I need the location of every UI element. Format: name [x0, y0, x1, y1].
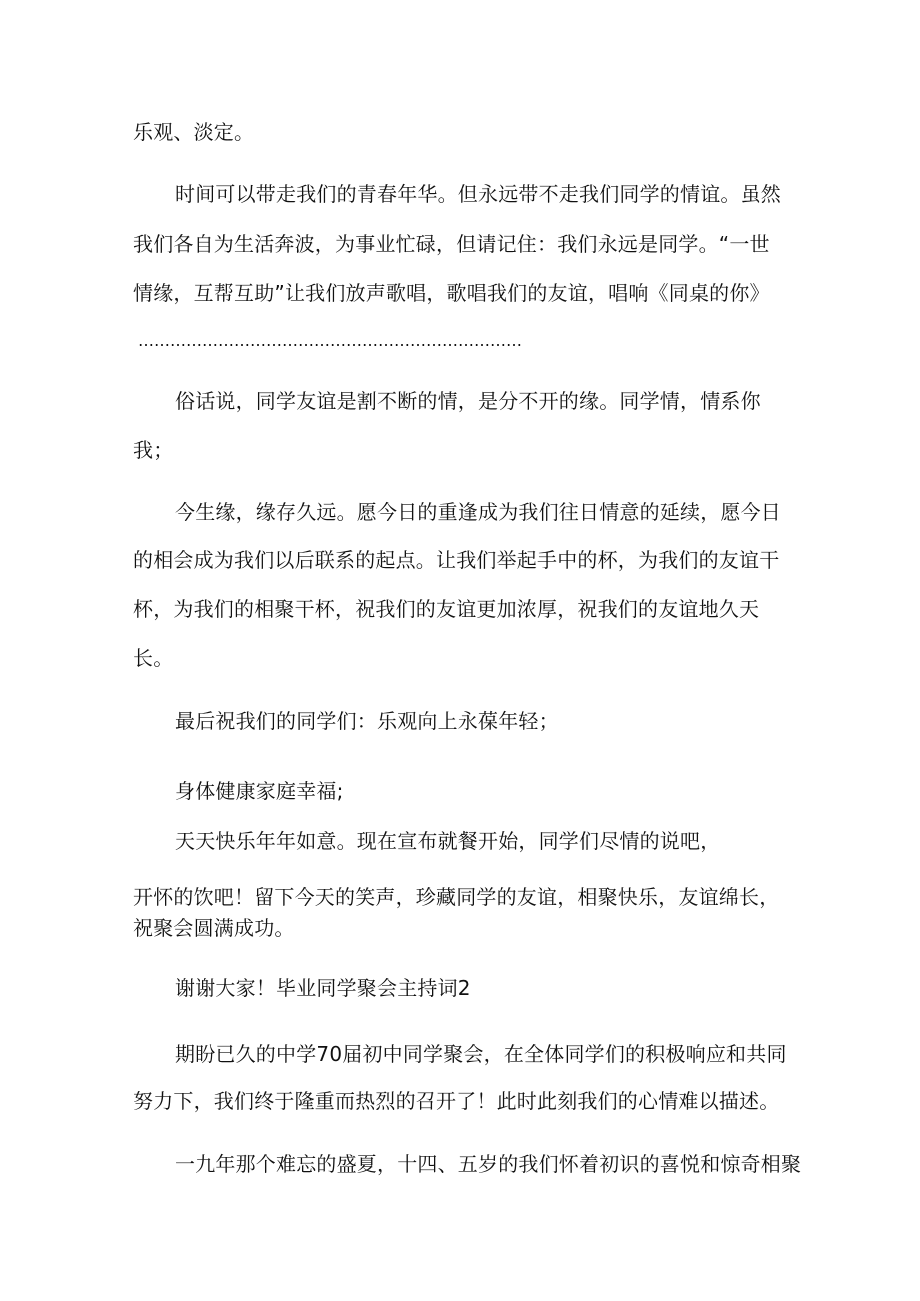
text-line: 情缘，互帮互助”让我们放声歌唱，歌唱我们的友谊，唱响《同桌的你》 [133, 281, 770, 305]
text-line: 杯，为我们的相聚干杯，祝我们的友谊更加浓厚，祝我们的友谊地久天 [133, 597, 760, 621]
text-line: 的相会成为我们以后联系的起点。让我们举起手中的杯，为我们的友谊干 [133, 548, 780, 572]
text-line: 今生缘，缘存久远。愿今日的重逢成为我们往日情意的延续，愿今日 [175, 500, 781, 524]
text-line: 乐观、淡定。 [133, 120, 255, 144]
dotted-leader-line: ……………………………………………………………… [138, 331, 522, 350]
text-line: 俗话说，同学友谊是割不断的情，是分不开的缘。同学情，情系你 [175, 389, 761, 413]
text-line: 天天快乐年年如意。现在宣布就餐开始，同学们尽情的说吧， [175, 829, 721, 853]
section-heading: 谢谢大家！毕业同学聚会主持词2 [175, 976, 471, 1000]
text-line: 长。 [133, 646, 174, 670]
text-line: 期盼已久的中学70届初中同学聚会，在全体同学们的积极响应和共同 [175, 1042, 787, 1066]
text-line: 祝聚会圆满成功。 [133, 916, 295, 940]
text-line: 身体健康家庭幸福; [175, 779, 344, 803]
text-line: 我们各自为生活奔波，为事业忙碌，但请记住：我们永远是同学。“一世 [133, 232, 770, 256]
text-line: 努力下，我们终于隆重而热烈的召开了！此时此刻我们的心情难以描述。 [133, 1089, 780, 1113]
text-line: 一九年那个难忘的盛夏，十四、五岁的我们怀着初识的喜悦和惊奇相聚 [175, 1152, 802, 1176]
text-line: 我； [133, 438, 174, 462]
text-line: 最后祝我们的同学们：乐观向上永葆年轻； [175, 709, 559, 733]
text-line: 时间可以带走我们的青春年华。但永远带不走我们同学的情谊。虽然 [175, 182, 781, 206]
text-line: 开怀的饮吧！留下今天的笑声，珍藏同学的友谊，相聚快乐，友谊绵长， [133, 885, 780, 909]
